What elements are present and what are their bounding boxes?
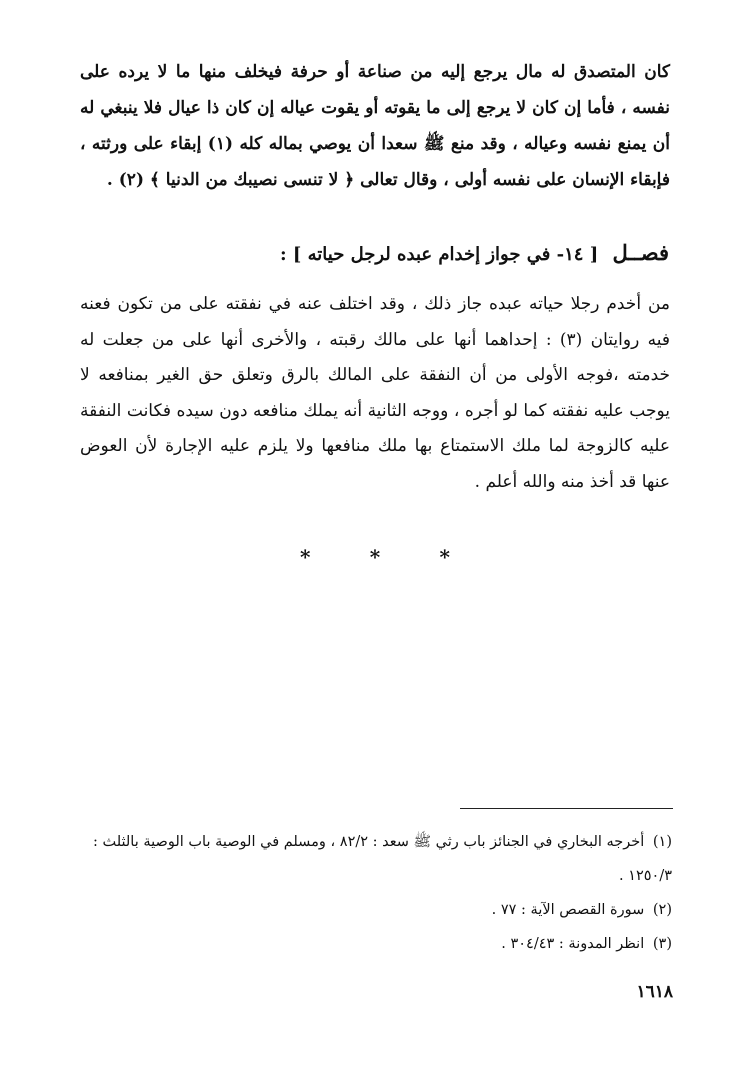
section-label: فصــل (612, 240, 669, 265)
footnote-1 (80, 825, 672, 893)
section-title: [ ١٤- في جواز إخدام عبده لرجل حياته ] : (279, 244, 599, 265)
footnote-divider (460, 808, 673, 809)
footnote-2 (80, 893, 672, 927)
separator-star: * (439, 545, 450, 569)
section-separator (300, 545, 450, 569)
footnote-number: (٢) (652, 902, 672, 918)
footnotes (80, 825, 672, 961)
footnote-text: سورة القصص الآية : ٧٧ . (491, 902, 645, 918)
footnote-number: (١) (652, 834, 672, 850)
footnote-text: أخرجه البخاري في الجنائز باب رثي ﷺ سعد : ٨٢/٢ ، ومسلم في الوصية باب الوصية بالثلث : ١٢٥٠/٣ . (92, 834, 672, 884)
separator-star: * (369, 545, 381, 569)
footnote-3 (80, 927, 672, 961)
paragraph-continuation: كان المتصدق له مال يرجع إليه من صناعة أو حرفة فيخلف منها ما لا يرده على نفسه ، فأما إن كان لا يرجع إلى ما يقوته أو يقوت عياله إن كان ذا عيال فلا ينبغي له أن يمنع نفسه وعياله ، وقد منع ﷺ سعدا أن يوصي بماله كله (١) إبقاء على ورثته ، فإبقاء الإنسان على نفسه أولى ، وقال تعالى ﴿ لا تنسى نصيبك من الدنيا ﴾ (٢) . (80, 62, 670, 190)
separator-star: * (300, 545, 311, 569)
footnote-text: انظر المدونة : ٣٠٤/٤٣ . (501, 936, 645, 952)
section-heading (79, 238, 669, 270)
paragraph-section-14: من أخدم رجلا حياته عبده جاز ذلك ، وقد اختلف عنه في نفقته على من تكون فعنه فيه روايتان (٣) : إحداهما أنها على مالك رقبته ، والأخرى أنها على من جعلت له خدمته ،فوجه الأولى من أن النفقة على المالك بالرق وتعلق حق الغير بمنافعه لا يوجب عليه نفقته كما لو أجره ، ووجه الثانية أنه يملك منافعه دون سيده فكانت النفقة عليه كالزوجة لما ملك الاستمتاع بها ملك منافعها ولا يلزم عليه الإجارة لأن العوض عنها قد أخذ منه والله أعلم . (80, 294, 671, 492)
page-number: ١٦١٨ (636, 982, 673, 1002)
footnote-number: (٣) (652, 936, 672, 952)
